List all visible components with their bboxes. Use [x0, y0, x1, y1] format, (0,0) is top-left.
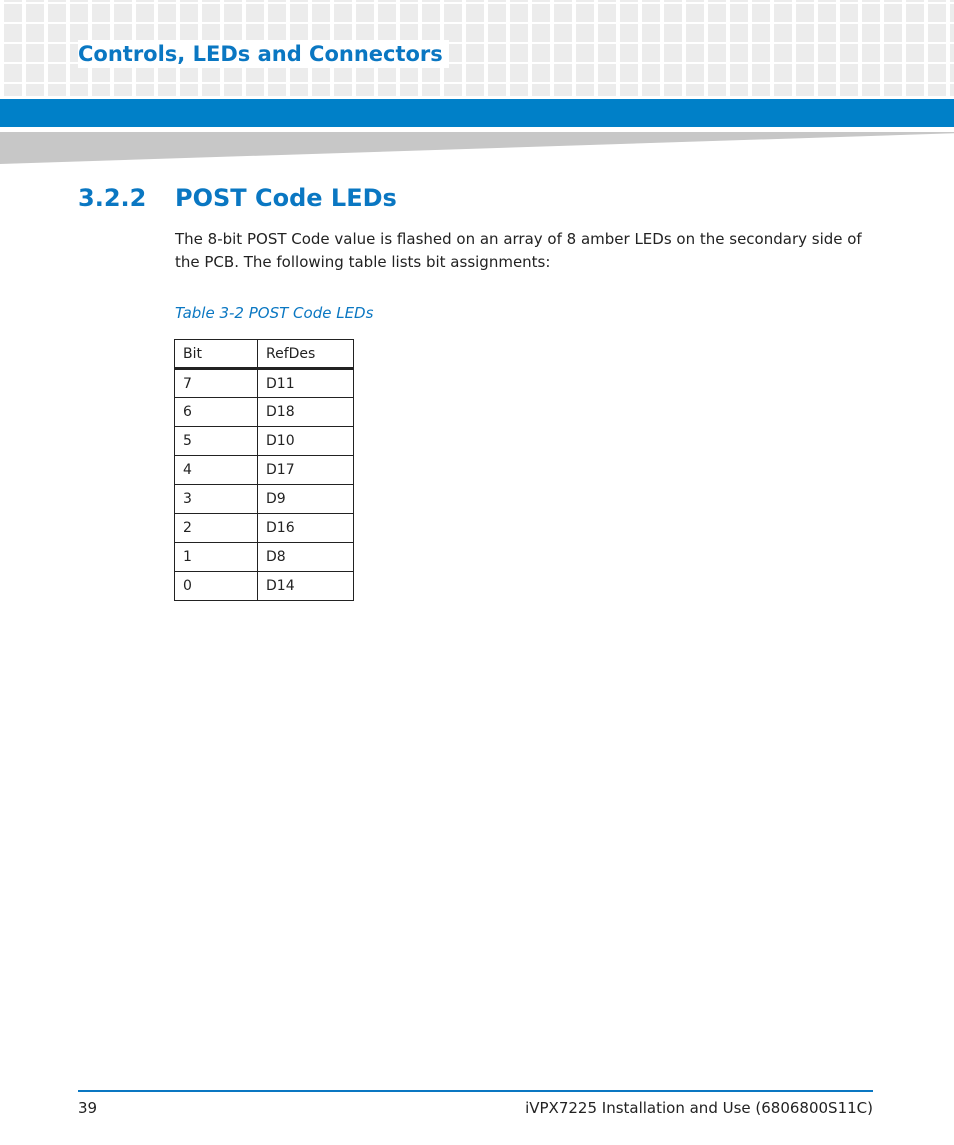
column-header-bit: Bit [175, 340, 258, 369]
table-caption: Table 3-2 POST Code LEDs [175, 304, 374, 322]
table-row [175, 456, 354, 485]
table-row [175, 543, 354, 572]
cell-bit: 7 [175, 369, 258, 398]
section-title: POST Code LEDs [175, 184, 397, 212]
header-blue-bar [0, 99, 954, 127]
table-row [175, 485, 354, 514]
table-row [175, 398, 354, 427]
cell-refdes: D9 [258, 485, 354, 514]
cell-refdes: D16 [258, 514, 354, 543]
table-row [175, 427, 354, 456]
cell-refdes: D8 [258, 543, 354, 572]
cell-bit: 5 [175, 427, 258, 456]
document-title: iVPX7225 Installation and Use (6806800S11C) [525, 1099, 873, 1117]
cell-bit: 0 [175, 572, 258, 601]
footer-rule [78, 1090, 873, 1092]
post-code-table [174, 339, 354, 601]
table-row [175, 572, 354, 601]
table-row [175, 514, 354, 543]
cell-refdes: D10 [258, 427, 354, 456]
table-header-row [175, 340, 354, 369]
page-number: 39 [78, 1099, 98, 1117]
header-grey-wedge [0, 132, 954, 164]
section-number: 3.2.2 [78, 184, 147, 212]
cell-bit: 1 [175, 543, 258, 572]
column-header-refdes: RefDes [258, 340, 354, 369]
cell-refdes: D11 [258, 369, 354, 398]
cell-refdes: D18 [258, 398, 354, 427]
body-paragraph: The 8-bit POST Code value is flashed on an array of 8 amber LEDs on the secondary side of the PCB. The following table lists bit assignments: [175, 230, 862, 271]
table-row [175, 369, 354, 398]
cell-refdes: D14 [258, 572, 354, 601]
chapter-title: Controls, LEDs and Connectors [78, 40, 449, 68]
cell-bit: 6 [175, 398, 258, 427]
cell-refdes: D17 [258, 456, 354, 485]
cell-bit: 2 [175, 514, 258, 543]
section-heading [78, 180, 397, 216]
cell-bit: 3 [175, 485, 258, 514]
cell-bit: 4 [175, 456, 258, 485]
